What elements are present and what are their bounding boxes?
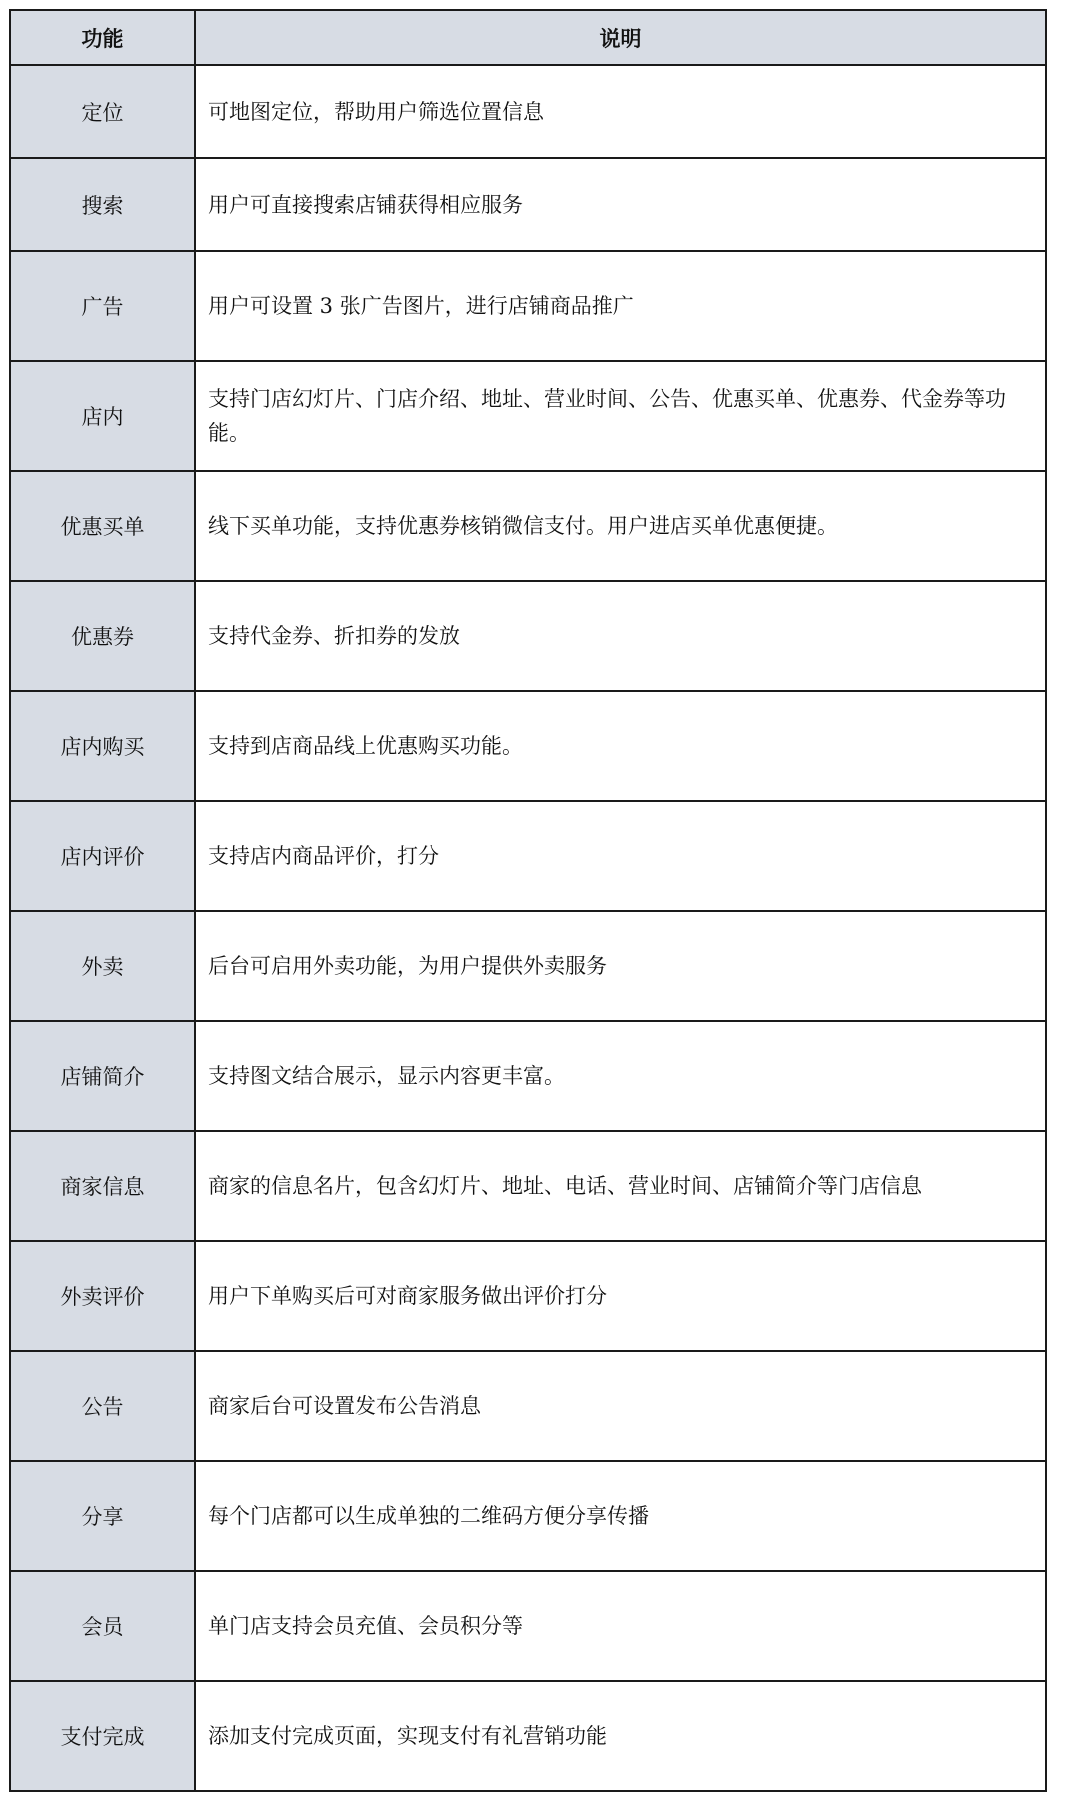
column-header-description: 说明 — [195, 10, 1046, 65]
function-cell: 会员 — [10, 1571, 195, 1681]
function-cell: 定位 — [10, 65, 195, 158]
description-cell: 用户下单购买后可对商家服务做出评价打分 — [195, 1241, 1046, 1351]
description-cell: 后台可启用外卖功能，为用户提供外卖服务 — [195, 911, 1046, 1021]
table-row — [10, 1241, 1046, 1351]
description-cell: 商家的信息名片，包含幻灯片、地址、电话、营业时间、店铺简介等门店信息 — [195, 1131, 1046, 1241]
table-row — [10, 1021, 1046, 1131]
table-header-row — [10, 10, 1046, 65]
description-cell: 支持代金券、折扣券的发放 — [195, 581, 1046, 691]
function-cell: 商家信息 — [10, 1131, 195, 1241]
description-cell: 线下买单功能，支持优惠券核销微信支付。用户进店买单优惠便捷。 — [195, 471, 1046, 581]
function-cell: 店内评价 — [10, 801, 195, 911]
table-row — [10, 158, 1046, 251]
table-row — [10, 251, 1046, 361]
description-cell: 支持店内商品评价，打分 — [195, 801, 1046, 911]
table-row — [10, 801, 1046, 911]
table-row — [10, 1681, 1046, 1791]
description-cell: 用户可直接搜索店铺获得相应服务 — [195, 158, 1046, 251]
function-cell: 优惠券 — [10, 581, 195, 691]
function-cell: 公告 — [10, 1351, 195, 1461]
description-cell: 可地图定位，帮助用户筛选位置信息 — [195, 65, 1046, 158]
table-row — [10, 1461, 1046, 1571]
description-cell: 支持到店商品线上优惠购买功能。 — [195, 691, 1046, 801]
description-cell: 添加支付完成页面，实现支付有礼营销功能 — [195, 1681, 1046, 1791]
description-cell: 商家后台可设置发布公告消息 — [195, 1351, 1046, 1461]
table-row — [10, 361, 1046, 471]
function-cell: 广告 — [10, 251, 195, 361]
function-cell: 外卖评价 — [10, 1241, 195, 1351]
column-header-function: 功能 — [10, 10, 195, 65]
table-row — [10, 1131, 1046, 1241]
function-cell: 店内购买 — [10, 691, 195, 801]
feature-table — [9, 9, 1047, 1792]
table-row — [10, 1571, 1046, 1681]
table-row — [10, 911, 1046, 1021]
function-cell: 优惠买单 — [10, 471, 195, 581]
table-row — [10, 581, 1046, 691]
table-row — [10, 65, 1046, 158]
function-cell: 分享 — [10, 1461, 195, 1571]
table-row — [10, 691, 1046, 801]
table-row — [10, 1351, 1046, 1461]
description-cell: 单门店支持会员充值、会员积分等 — [195, 1571, 1046, 1681]
function-cell: 外卖 — [10, 911, 195, 1021]
feature-table-container — [9, 9, 1045, 1792]
description-cell: 支持图文结合展示，显示内容更丰富。 — [195, 1021, 1046, 1131]
description-cell: 用户可设置 3 张广告图片，进行店铺商品推广 — [195, 251, 1046, 361]
description-cell: 支持门店幻灯片、门店介绍、地址、营业时间、公告、优惠买单、优惠券、代金券等功能。 — [195, 361, 1046, 471]
table-row — [10, 471, 1046, 581]
description-cell: 每个门店都可以生成单独的二维码方便分享传播 — [195, 1461, 1046, 1571]
function-cell: 店内 — [10, 361, 195, 471]
function-cell: 店铺简介 — [10, 1021, 195, 1131]
function-cell: 搜索 — [10, 158, 195, 251]
function-cell: 支付完成 — [10, 1681, 195, 1791]
